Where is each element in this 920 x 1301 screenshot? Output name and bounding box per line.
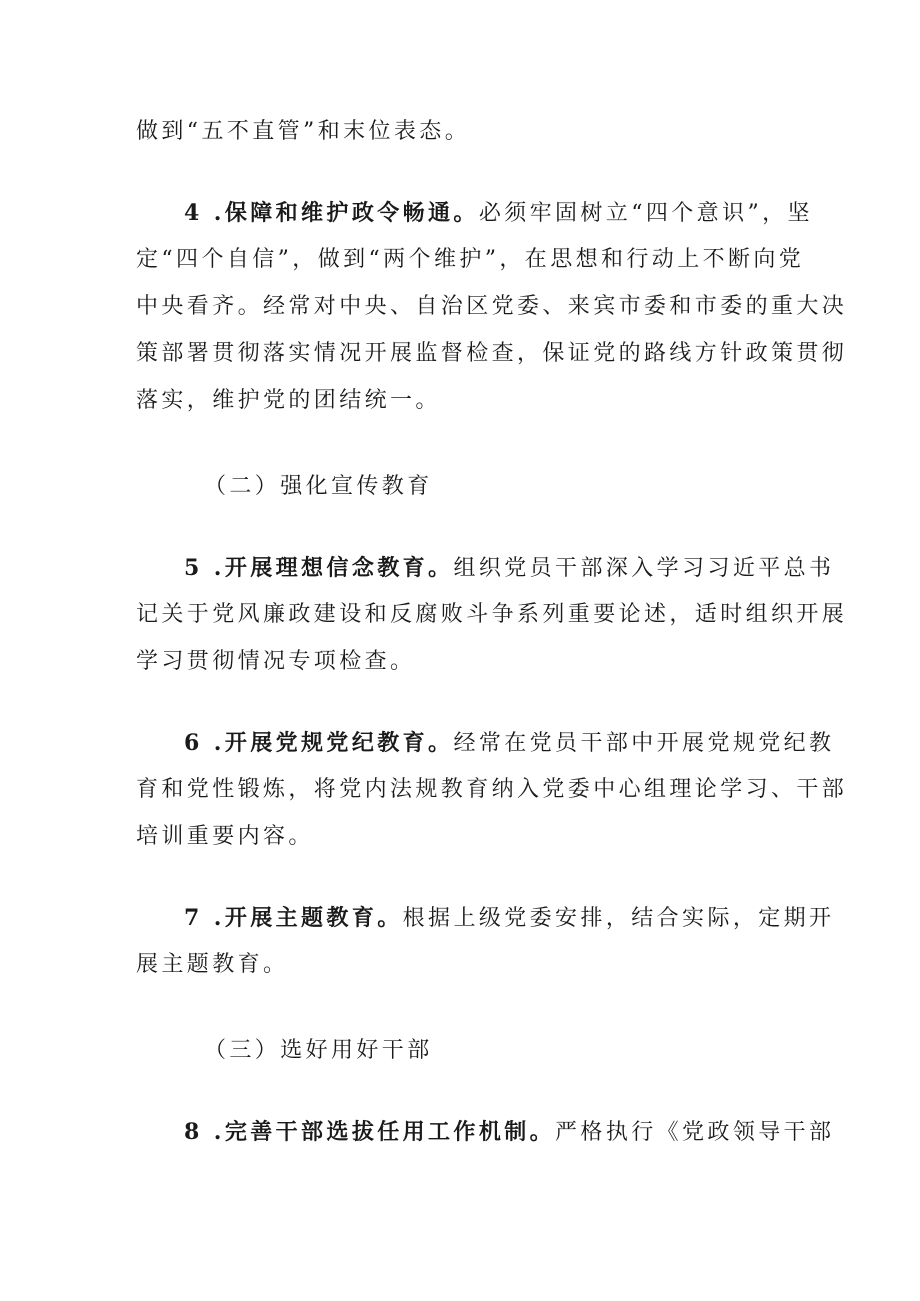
item-7-text: 根据上级党委安排，结合实际，定期开 bbox=[402, 906, 835, 931]
paragraph-line: 培训重要内容。 bbox=[136, 824, 314, 849]
section-heading: （二）强化宣传教育 bbox=[204, 474, 433, 499]
item-6-text: 经常在党员干部中开展党规党纪教 bbox=[453, 731, 835, 756]
item-7-lead: 7 .开展主题教育。 bbox=[184, 905, 403, 931]
paragraph-line bbox=[184, 903, 835, 934]
paragraph-line: 策部署贯彻落实情况开展监督检查，保证党的路线方针政策贯彻 bbox=[136, 341, 848, 366]
paragraph-line: 定“四个自信”，做到“两个维护”，在思想和行动上不断向党 bbox=[136, 247, 805, 272]
paragraph-line bbox=[184, 1117, 835, 1148]
item-4-text: 必须牢固树立“四个意识”，坚 bbox=[478, 201, 813, 226]
item-8-lead: 8 .完善干部选拔任用工作机制。 bbox=[184, 1119, 556, 1145]
paragraph-line: 记关于党风廉政建设和反腐败斗争系列重要论述，适时组织开展 bbox=[136, 602, 848, 627]
paragraph-line: 展主题教育。 bbox=[136, 952, 289, 977]
section-heading: （三）选好用好干部 bbox=[204, 1038, 433, 1063]
paragraph-line bbox=[184, 553, 835, 584]
paragraph-line: 做到“五不直管”和末位表态。 bbox=[136, 119, 471, 144]
paragraph-line bbox=[184, 728, 835, 759]
paragraph-line: 中央看齐。经常对中央、自治区党委、来宾市委和市委的重大决 bbox=[136, 294, 848, 319]
paragraph-line: 育和党性锻炼，将党内法规教育纳入党委中心组理论学习、干部 bbox=[136, 777, 848, 802]
item-5-lead: 5 .开展理想信念教育。 bbox=[184, 555, 454, 581]
paragraph-line: 学习贯彻情况专项检查。 bbox=[136, 649, 416, 674]
paragraph-line bbox=[184, 198, 813, 229]
item-4-lead: 4 .保障和维护政令畅通。 bbox=[184, 200, 479, 226]
item-5-text: 组织党员干部深入学习习近平总书 bbox=[453, 556, 835, 581]
item-8-text: 严格执行《党政领导干部 bbox=[555, 1120, 835, 1145]
item-6-lead: 6 .开展党规党纪教育。 bbox=[184, 730, 454, 756]
paragraph-line: 落实，维护党的团结统一。 bbox=[136, 388, 441, 413]
